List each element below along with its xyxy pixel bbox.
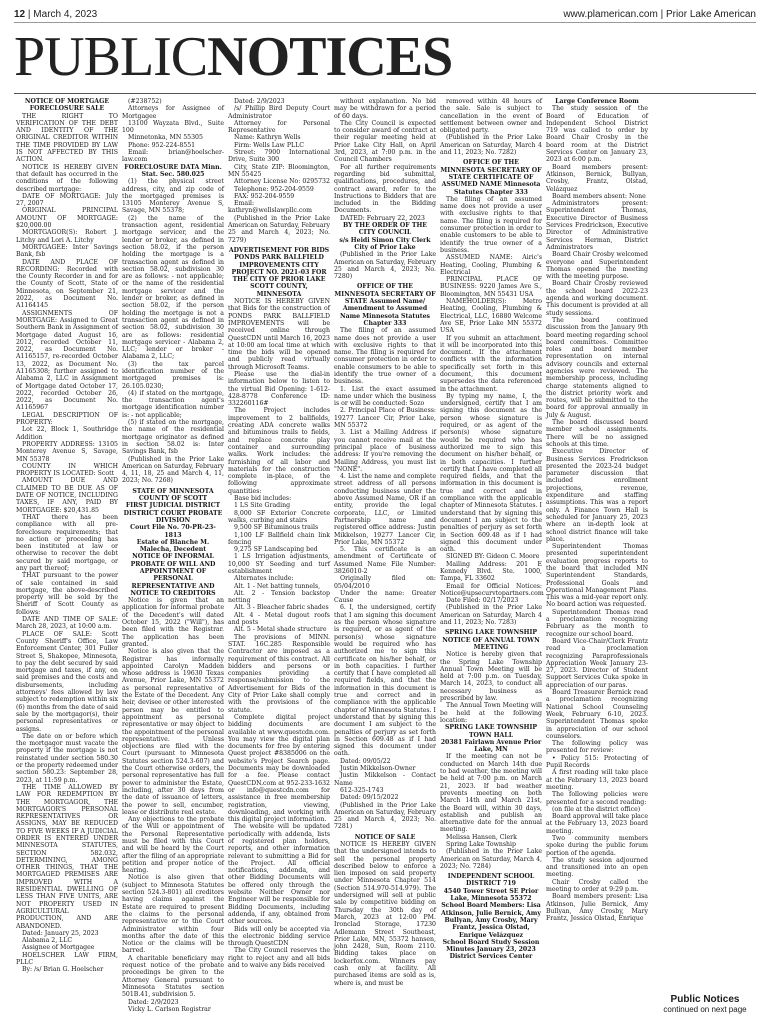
notice-column (438, 98, 544, 1004)
notice-paragraph: The study session of the Board of Education of Independent School District 719 was called to order by Board Chair Crosby in the board room at the District Services Center on January 23, 2023 at 6:00 p.m. (546, 105, 648, 164)
notice-paragraph: ASSIGNMENTS OF MORTGAGE: Assigned to Great Southern Bank in Assignment of Mortgage dated August 16, 2012, recorded October 11, 2022, as Document No. A1165157, re-recorded October 13, 2022, as Document No. A1165308; further assigned to Alabama 2, LLC in Assignment of Mortgage dated October 17, 2022, recorded October 26, 2022, as Document No. A1165967 (16, 309, 118, 412)
notice-paragraph: Alternates include: (234, 575, 294, 583)
notice-paragraph: ASSUMED NAME: Airic's Heating, Cooling, Plumbing & Electrical (440, 254, 542, 276)
notice-paragraph: Dated: 2/9/2023 (234, 98, 285, 105)
notice-paragraph: THAT there has been compliance with all pre-foreclosure requirements; that no action or proceeding has been instituted at law or otherwise to recover the debt secured by said mortgage, or any part thereof; (16, 513, 118, 572)
notice-heading: s/s Heidi Simon City Clerk City of Prior Lake (339, 236, 431, 251)
notice-paragraph: If you submit an attachment, it will be incorporated into this document. If the attachment conflicts with the information specifically set forth in this document, this document supersedes the data referenced in the attachment. (440, 334, 542, 393)
notice-paragraph: Board Vice-Chair/Clerk Frantz read a proclamation recognizing Paraprofessionals Appreciation Week January 23-27, 2023. Director of Student Support Services Cuka spoke in appreciation of our paras. (546, 637, 648, 689)
notice-paragraph: (Published in the Prior Lake American on Saturday, February 4, 11, 18, 25 and March 4, 11, 2023; No. 7268) (122, 455, 224, 485)
notice-paragraph: Dated: 09/15/2022 (340, 794, 399, 802)
notice-paragraph: The filing of an assumed name does not provide a user with exclusive rights to that name. The filing is required for consumer protection in order to enable customers to be able to identify the true owner of a business. (440, 195, 542, 254)
notice-paragraph: Phone: 952-224-8551 (128, 141, 196, 149)
notice-paragraph: By typing my name, I, the undersigned, certify that I am signing this document as the person whose signature is required, or as agent of the person(s) whose signature would be required who has authorized me to sign this document on his/her behalf, or in both capacities. I further certify that I have completed all required fields, and that the information in this document is true and correct and in compliance with the applicable chapter of Minnesota Statutes. I understand that by signing this document I am subject to the penalties of perjury as set forth in Section 609.48 as if I had signed this document under oath. (440, 392, 542, 554)
notice-paragraph: MORTGAGEE: Inter Savings Bank, fsb (16, 243, 118, 259)
notice-paragraph: removed within 48 hours of the sale. Sale is subject to cancellation in the event of settlement between owner and obligated party. (440, 98, 542, 135)
notice-paragraph: Originally filed on: 05/04/2010 (334, 575, 436, 590)
notice-paragraph: Mailing Address: 201 E Kennedy Blvd. Ste. 1000, Tampa, FL 33602 (440, 560, 542, 583)
notice-column (120, 98, 226, 1013)
page-number: 12 (14, 8, 26, 20)
notice-paragraph: Date Filed: 02/17/2023 (446, 597, 519, 605)
notice-paragraph: A first reading will take place at the February 13, 2023 board meeting. (546, 769, 648, 791)
notice-paragraph: Bids will only be accepted via the electronic bidding service through QuestCDN (228, 925, 330, 948)
notice-paragraph: (Published in the Prior Lake American on Saturday, February 25 and March 4, 2023; No. 7281) (334, 801, 436, 831)
notice-heading: FIRST JUDICIAL DISTRICT DISTRICT COURT PROBATE DIVISION (123, 502, 223, 524)
notice-paragraph: The City Council is expected to consider award of contract at their regular meeting held at Prior Lake City Hall, on April 3rd, 2023, at 7:00 p.m. in the Council Chambers (334, 119, 436, 164)
notice-paragraph: /s/ Phillip Bird Deputy Court Administrator (228, 105, 330, 120)
notice-paragraph: The filing of an assumed name does not provide a user with exclusive rights to that name. The filing is required for consumer protection in order to enable consumers to be able to identify the true owner of a business. (334, 327, 436, 386)
notice-heading: OFFICE OF THE MINNESOTA SECRETARY OF STATE CERTIFICATE OF ASSUMED NAME Minnesota Statutes Chapter 333 (440, 159, 542, 196)
notice-paragraph: Telephone: 952-204-9559 (234, 185, 314, 193)
notice-paragraph: Complete digital project bidding documents are available at www.questcdn.com. You may view the digital plan documents for free by entering Quest project #8385006 on the website's Project Search page. Documents may be downloaded for a fee. Please contact QuestCDN.com at 952-233-1632 or info@questcdn.com for assistance in free membership registration, viewing, downloading, and working with this digital project information. (228, 713, 330, 824)
notice-paragraph: COUNTY IN WHICH PROPERTY IS LOCATED: Scott (16, 462, 118, 478)
notice-paragraph: Administrators present: Superintendent Thomas, Executive Director of Business Services Fredrickson, Executive Director of Administrative Services Herman, District Administrators (546, 200, 648, 251)
notice-paragraph: Alabama 2, LLC (22, 937, 73, 945)
continued-box (654, 994, 756, 1014)
notice-paragraph: If the meeting can not be conducted on March 14th due to bad weather, the meeting will be held at 7:00 p.m. on March 21, 2023. If bad weather prevents meeting on both March 14th and March 21st, the Board will, within 30 days, establish and publish an alternative date for the annual meeting. (440, 753, 542, 834)
notice-paragraph: Board members present: Atkinson, Bernick, Bullyan, Crosby, Frantz, Olstad, Velázquez (546, 163, 648, 193)
notice-paragraph: HOELSCHER LAW FIRM, PLLC (16, 951, 118, 967)
notice-paragraph: Alt. 3 - Bleacher fabric shades (234, 604, 329, 612)
notice-paragraph: Attorneys for Assignee of Mortgagee (122, 105, 224, 120)
notice-paragraph: The website will be updated periodically with addenda, lists of registered plan holders, reports, and other information relevant to submitting a Bid for the Project. All official notifications, addenda, and other Bidding Documents will be offered only through the website Neither Owner nor Engineer will be responsible for Bidding Documents, including addenda, if any, obtained from other sources. (228, 823, 330, 926)
notice-paragraph: 8,000 SF Exterior Concrete walks, curbing and stairs (228, 509, 330, 524)
notice-paragraph: Two community members spoke during the public forum portion of the agenda. (546, 834, 648, 857)
notice-paragraph: The board continued discussion from the January 9th board meeting regarding school board committees. Committee roles and board member representation on internal advisory councils and external agencies were reviewed. The membership process, including charge statements aligned to the district priority work and routes, will be submitted to the board for approval annually in July & August. (546, 316, 648, 419)
banner-notices: NOTICES (207, 26, 453, 88)
notice-heading: SPRING LAKE TOWNSHIP NOTICE OF ANNUAL TOWN MEETING (442, 629, 540, 651)
notice-paragraph: Executive Director of Business Services Fredrickson presented the 2023-24 budget parameter discussion that included enrollment projections, revenue, expenditure and staffing assumptions. This was a report only. A Finance Town Hall is scheduled for January 25, 2023 where an in-depth look at school district finance will take place. (546, 448, 648, 543)
notice-paragraph: 1 LS Irrigation adjustments, 10,000 SY Seeding and turf establishment (228, 553, 330, 575)
notice-paragraph: Notice is given that an application for informal probate of the Decedent's will dated October 15, 2022 ("Will"), has been filed with the Registrar. The application has been granted. (122, 597, 224, 648)
notice-paragraph: 3. List a Mailing Address if you cannot receive mail at the principal place of business address: If you're removing the Mailing Address, you must list "NONE". (334, 429, 436, 473)
notice-paragraph: Assignee of Mortgagee (22, 944, 95, 952)
notice-paragraph: Melissa Hansen, Clerk (446, 833, 517, 841)
notice-heading: ADVERTISEMENT FOR BIDS PONDS PARK BALLFIELD IMPROVEMENTS CITY PROJECT NO. 2021-03 FOR THE CITY OF PRIOR LAKE SCOTT COUNTY, MINNESOTA (228, 246, 330, 298)
notice-paragraph: Chair Crosby called the meeting to order at 9:29 p.m. (546, 878, 648, 894)
notice-paragraph: Spring Lake Township (446, 840, 516, 848)
notice-paragraph: without explanation. No bid may be withdrawn for a period of 60 days. (334, 98, 436, 120)
notice-column (14, 98, 120, 1004)
notice-paragraph: MORTGAGOR(S): Robert J. Litchy and Lori A. Litchy (16, 229, 118, 244)
banner-public: PUBLIC (14, 26, 208, 88)
notice-paragraph: THE TIME ALLOWED BY LAW FOR REDEMPTION BY THE MORTGAGOR, THE MORTGAGOR'S PERSONAL REPRESENTATIVES OR ASSIGNS, MAY BE REDUCED TO FIVE WEEKS IF A JUDICIAL ORDER IS ENTERED UNDER MINNESOTA STATUTES, SECTION 582.032, DETERMINING, AMONG OTHER THINGS, THAT THE MORTGAGED PREMISES ARE IMPROVED WITH A RESIDENTIAL DWELLING OF LESS THAN FIVE UNITS, ARE NOT PROPERTY USED IN AGRICULTURAL PRODUCTION, AND ARE ABANDONED. (16, 783, 118, 930)
notice-paragraph: (1) the physical street address, city, and zip code of the mortgaged premises is 13105 Monterey Avenue S, Savage, MN 55378; (122, 178, 224, 215)
notice-paragraph: A charitable beneficiary may request notice of the probate proceedings be given to the Attorney General pursuant to Minnesota Statutes section 501B.41, subdivision 5. (122, 954, 224, 999)
notice-column (332, 98, 438, 1004)
notice-paragraph: Under the name: Greater Cause (334, 589, 436, 605)
notice-paragraph: 612-325-1743 (340, 786, 384, 794)
notice-paragraph: NOTICE IS HEREBY GIVEN that the undersigned intends to sell the personal property described below to enforce a lien imposed on said property under Minnesota Chapter 514 (Section 514.970-514.979). The undersigned will sell at public sale by competitive bidding on Thursday the 30th day of March, 2023 at 12:00 PM. Ironclad Storage, 17230 Adlemann Street Southeast, Prior Lake, MN, 55372 hansen, john 2428, Sun, Room 2110. Bidding takes place on lockerfox.com. Winners pay cash only at facility. All purchased items are sold as is, where is, and must be (334, 840, 436, 987)
notice-heading: STATE OF MINNESOTA COUNTY OF SCOTT (132, 487, 214, 503)
notice-paragraph: Any objections to the probate of the Will or appointment of the Personal Representative must be filed with this Court and will be heard by the Court after the filing of an appropriate petition and proper notice of hearing. (122, 816, 224, 875)
notice-paragraph: Board approval will take place at the February 13, 2023 board meeting. (546, 813, 648, 835)
notice-paragraph: NAMEHOLDER(S): Metro Heating, Cooling, Plumbing & Electrical, LLC, 16880 Welcome Ave SE, Prior Lake MN 55372 USA (440, 298, 542, 335)
notice-paragraph: Please use the dial-in information below to listen to the virtual Bid Opening: 1-612-428-8778 Conference ID: 332260116# (228, 370, 330, 408)
notice-paragraph: AMOUNT DUE AND CLAIMED TO BE DUE AS OF DATE OF NOTICE, INCLUDING TAXES, IF ANY, PAID BY MORTGAGEE: $20,431.85 (16, 477, 118, 514)
notice-paragraph: Board Chair Crosby welcomed everyone and Superintendent Thomas opened the meeting with the meeting purpose. (546, 251, 648, 281)
notice-paragraph: 1. List the exact assumed name under which the business is or will be conducted: Sozo (334, 385, 436, 408)
header-divider (14, 22, 756, 23)
notice-paragraph: (Published in the Prior Lake American on Saturday, March 4 and 11, 2023; No. 7282) (440, 134, 542, 157)
notice-paragraph: Notice is also given that the Registrar has informally appointed Carolyn Madden whose address is 19630 Texas Avenue, Prior Lake, MN 55372 as personal representative of the Estate of the Decedent. Any heir, devisee or other interested person may be entitled to appointment as personal representative or may object to the appointment of the personal representative. Unless objections are filed with the Court (pursuant to Minnesota Statutes section 524.3-607) and the Court otherwise orders, the personal representative has full power to administer the Estate, including, after 30 days from the date of issuance of letters, the power to sell, encumber, lease or distribute real estate. (122, 648, 224, 816)
notice-paragraph: PRINCIPAL PLACE OF BUSINESS: 9220 James Ave S., Bloomington, MN 55431 USA (440, 276, 542, 298)
notice-paragraph: 4. List the name and complete street address of all persons conducting business under the above Assumed Name, OR if an entity, provide the legal corporate, LLC, or Limited Partnership name and registered office address: Justin Mikkelson, 19277 Lancer Cir, Prior Lake, MN 55372 (334, 473, 436, 546)
notice-paragraph: Alt. 5 - Metal shade structure (234, 626, 327, 634)
notice-paragraph: NOTICE IS HEREBY GIVEN that default has occurred in the conditions of the following described mortgage: (16, 163, 118, 193)
notice-heading: Court File No. 70-PR-23-1813 (130, 524, 216, 539)
notice-paragraph: Name: Kathryn Wells (234, 134, 301, 142)
notice-heading: NOTICE OF SALE (354, 833, 416, 841)
notice-paragraph: (Published in the Prior Lake American on Saturday, February 25 and March 4, 2023; No. 7279) (228, 214, 330, 244)
notice-paragraph: The following policy was presented for review: (546, 740, 648, 755)
notice-heading: Large Conference Room (555, 98, 639, 105)
notice-paragraph: 1,100 LF Ballfield chain link fencing (228, 531, 330, 546)
notice-paragraph: Board members absent: None (552, 192, 646, 200)
notice-paragraph: Superintendent Thomas read a proclamation recognizing February as the month to recognize our school board. (546, 608, 648, 638)
notice-paragraph: 13100 Wayzata Blvd., Suite 100 (122, 119, 224, 135)
notice-paragraph: Base bid includes: (234, 495, 292, 503)
notice-heading: Estate of Blanche M. Malecha, Decedent (136, 538, 210, 554)
notice-paragraph: (5) if stated on the mortgage, the name of the residential mortgage originator as defined in section 58.02 is: Inter Savings Bank, fsb (122, 419, 224, 456)
notice-paragraph: (2) the name of the transaction agent, residential mortgage servicer, and the lender or broker, as defined in section 58.02, if the person holding the mortgage is a transaction agent as defined in section 58.02, subdivision 30 are as follows: - not applicable; or the name of the residential mortgage servicer and the lender or broker, as defined in section 58.02, if the person holding the mortgage is not a transaction agent as defined in section 58.02, subdivision 30 are as follows: residential mortgage servicer - Alabama 2, LLC; lender or broker - Alabama 2, LLC; (122, 214, 224, 361)
section-banner (14, 26, 452, 88)
notice-heading: School Board Study Session Minutes January 23, 2023 District Services Center (442, 938, 540, 961)
notice-paragraph: (Published in the Prior Lake American on Saturday, March 4 and 11, 2023; No. 7283) (440, 604, 542, 627)
notice-paragraph: Dated: 2/9/2023 (128, 998, 179, 1006)
notice-paragraph: Minnetonka, MN 55305 (128, 134, 203, 142)
notice-heading: FORECLOSURE DATA Minn. Stat. Sec. 580.025 (124, 163, 222, 178)
notice-paragraph: Attorney License No: 0295732 (234, 178, 330, 186)
notice-column (226, 98, 332, 1004)
notice-paragraph: ORIGINAL PRINCIPAL AMOUNT OF MORTGAGE: $20,000.00 (16, 207, 118, 230)
continued-note: continued on next page (663, 1005, 747, 1014)
notice-column (544, 98, 650, 1004)
notice-paragraph: 2. Principal Place of Business: 19277 Lancer Cir, Prior Lake, MN 55372 (334, 407, 436, 430)
notice-heading: OFFICE OF THE MINNESOTA SECRETARY OF STATE Assumed Name/ Amendment to Assumed Name Minnesota Statutes Chapter 333 (334, 283, 436, 327)
notice-paragraph: PLACE OF SALE: Scott County Sheriff's Office, Law Enforcement Center, 301 Fuller Street S, Shakopee, Minnesota, to pay the debt secured by said mortgage and taxes, if any, on said premises and the costs and disbursements, including attorneys' fees allowed by law subject to redemption within six (6) months from the date of said sale by the mortgagor(s), their personal representatives or assigns. (16, 630, 118, 733)
notice-paragraph: (#238752) (128, 98, 162, 105)
notice-paragraph: 9,500 SF Bituminous trails (234, 524, 319, 532)
notice-paragraph: The City Council reserves the right to reject any and all bids and to waive any bids received (228, 947, 330, 970)
notice-paragraph: Alt. 4 - Metal dugout roofs and posts (228, 611, 330, 627)
notice-paragraph: 1 LS Site Grading (234, 502, 291, 510)
notice-paragraph: The Annual Town Meeting will be held at the following location: (440, 702, 542, 724)
notice-paragraph: 6. I, the undersigned, certify that I am signing this document as the person whose signature is required, or as agent of the person(s) whose signature would be required who has authorized me to sign this certificate on his/her behalf, or in both capacities. I further certify that I have completed all required fields, and that the information in this document is true and correct and in compliance with the applicable chapter of Minnesota Statutes. I understand that by signing this document I am subject to the penalties of perjury as set forth in Section 609.48 as if I had signed this document under oath. (334, 604, 436, 758)
notice-heading: INDEPENDENT SCHOOL DISTRICT 719 (447, 873, 535, 888)
notice-paragraph: Justin Mikkelson-Owner (340, 765, 416, 773)
notice-paragraph: (3) the tax parcel identification number of the mortgaged premises is: 26.105.0230; (122, 360, 224, 390)
notice-paragraph: Email: brian@hoelscher-law.com (122, 149, 224, 164)
notice-paragraph: FAX: 952-204-9559 (234, 192, 295, 200)
notice-paragraph: DATE AND TIME OF SALE: March 28, 2023, at 10:00 a.m. (16, 616, 118, 631)
notice-paragraph: Alt. 2 - Tension backstop netting (228, 589, 330, 605)
notice-paragraph: 5. This certificate is an amendment of Certificate of Assumed Name File Number: 3826010-2 (334, 546, 436, 575)
notice-paragraph: Vicky L. Carlson Registrar (128, 1005, 211, 1013)
notice-paragraph: The date on or before which the mortgagor must vacate the property if the mortgage is not reinstated under section 580.30 or the property redeemed under section 580.23: September 28, 2023, at 11:59 p.m. (16, 732, 118, 784)
notice-paragraph: THE RIGHT TO VERIFICATION OF THE DEBT AND IDENTITY OF THE ORIGINAL CREDITOR WITHIN THE TIME PROVIDED BY LAW IS NOT AFFECTED BY THIS ACTION. (16, 112, 118, 164)
notice-heading: BY THE ORDER OF THE CITY COUNCIL (342, 222, 428, 237)
page-header (14, 6, 756, 22)
notice-paragraph: LEGAL DESCRIPTION OF PROPERTY: (16, 411, 118, 427)
notice-paragraph: Dated: 09/05/22 (340, 757, 391, 765)
notice-paragraph: SIGNED BY: Gideon C. Moore (446, 553, 540, 561)
site-name: www.plamerican.com | Prior Lake American (563, 8, 756, 20)
notice-paragraph: THAT pursuant to the power of sale contained in said mortgage, the above-described property will be sold by the Sheriff of Scott County as follows: (16, 572, 118, 616)
page-number-date: 12 | March 4, 2023 (14, 8, 98, 20)
notice-paragraph: DATE OF MORTGAGE: July 27, 2007 (16, 192, 118, 208)
notice-paragraph: The following policies were presented for a second reading: (546, 791, 648, 806)
notice-paragraph: The board discussed board member school assignments. There will be no assigned schools at this time. (546, 419, 648, 448)
notice-paragraph: Justin Mikkelson - Contact Name (334, 772, 436, 787)
notice-heading: NOTICE OF MORTGAGE FORECLOSURE SALE (24, 98, 110, 113)
notice-paragraph: For all further requirements regarding bid submittal, qualifications, procedures, and contract award, refer to the Instructions to Bidders that are included in the Bidding Documents. (334, 163, 436, 215)
notice-paragraph: Board Chair Crosby reviewed the school board 2022-23 agenda and working document. This document is provided at all study sessions. (546, 280, 648, 317)
banner-divider (14, 93, 756, 94)
notice-paragraph: Email: kathryn@wellslawpllc.com (228, 200, 312, 215)
notice-paragraph: Attorney for Personal Representative (228, 119, 330, 135)
notice-paragraph: DATE AND PLACE OF RECORDING: Recorded with the County Recorder in and for the County of Scott, State of Minnesota, on September 21, 2022, as Document No. A1164145 (16, 258, 118, 310)
notice-paragraph: By: /s/ Brian G. Hoelscher (22, 966, 104, 974)
notice-paragraph: Firm: Wells Law PLLC (234, 141, 304, 149)
notice-paragraph: Board members present: Lisa Atkinson, Julie Bernick, Amy Bullyan, Amy Crosby, Mary Frantz, Jessica Olstad, Enrique (546, 893, 648, 923)
notice-paragraph: Superintendent Thomas presented superintendent evaluation progress reports to the board that included MN Superintendent Standards, Professional Goals and Operational Management Plans. This was a mid-year report only. No board action was requested. (546, 543, 648, 609)
notice-paragraph: PROPERTY ADDRESS: 13105 Monterey Avenue S, Savage, MN 55378 (16, 440, 118, 463)
notice-heading: 20381 Fairlawn Avenue Prior Lake, MN (440, 738, 542, 754)
notice-paragraph: NOTICE IS HEREBY GIVEN that Bids for the construction of PONDS PARK BALLFIELD IMPROVEMENTS will be received online through QuestCDN until March 16, 2023 at 10:00 am local time at which time the bids will be opened and publicly read virtually through Microsoft Teams. (228, 298, 330, 371)
notice-heading: NOTICE OF INFORMAL PROBATE OF WILL AND APPOINTMENT OF PERSONAL REPRESENTATIVE AND NOTICE TO CREDITORS (130, 553, 216, 597)
notice-paragraph: Notice is also given that (subject to Minnesota Statutes section 524.3-801) all creditors having claims against the Estate are required to present the claims to the personal representative or to the Court Administrator within four months after the date of this Notice or the claims will be barred. (122, 874, 224, 955)
notice-paragraph: The study session adjourned and transitioned into an open meeting. (546, 856, 648, 879)
notice-paragraph: The Project includes improvement to 2 ballfields, creating ADA concrete walks and bituminous trails to fields, and replace concrete play container and surrounding walks. Work includes: the furnishing of all labor and materials for the construction complete in-place, of the following approximate quantities: (228, 407, 330, 495)
notice-paragraph: Dated: January 25, 2023 (22, 929, 99, 937)
notice-paragraph: Lot 22, Block 1, Southridge Addition (16, 426, 118, 441)
continued-title: Public Notices (670, 994, 740, 1005)
notice-paragraph: Notice is hereby given that the Spring Lake Township Annual Town Meeting will be held at 7:00 p.m. on Tuesday, March 14, 2023, to conduct all necessary business as prescribed by law. (440, 651, 542, 703)
notice-paragraph: City, State ZIP: Bloomington, MN 55425 (228, 163, 330, 178)
notice-paragraph: (4) if stated on the mortgage, the transaction agent's mortgage identification number is: - not applicable; (122, 389, 224, 419)
notice-heading: SPRING LAKE TOWNSHIP TOWN HALL (444, 724, 538, 739)
notice-paragraph: Board Treasurer Bernick read a proclamation recognizing National School Counseling Week, February 6-10, 2023. Superintendent Thomas spoke in appreciation of our school counselors. (546, 689, 648, 740)
notice-paragraph: The provisions of MINN. STAT. 16C.285 Responsible Contractor are imposed as a requirement of this contract. All bidders and persons or companies providing a response/submission to the Advertisement for Bids of the City of Prior Lake shall comply with the provisions of the statute. (228, 633, 330, 714)
notice-paragraph: (on file at the district office) (552, 805, 641, 813)
notice-heading: 4540 Tower Street SE Prior Lake, Minnesota 55372 School Board Members: Lisa Atkinson, Julie Bernick, Amy Bullyan, Amy Crosby, Mary Frantz, Jessica Olstad, Enrique Velázquez (441, 887, 541, 939)
notice-paragraph: Street: 7900 International Drive, Suite 300 (228, 149, 330, 164)
notice-paragraph: • Policy 515: Protecting of Pupil Records (546, 754, 648, 770)
notice-paragraph: (Published in the Prior Lake American on Saturday, February 25 and March 4, 2023; No. 7280) (334, 251, 436, 281)
notice-paragraph: DATED: February 22, 2023 (340, 214, 425, 222)
notice-paragraph: 9,275 SF Landscaping bed (234, 546, 318, 554)
notice-paragraph: Email for Official Notices: Notice@upsecurvtopartners.com (440, 582, 544, 597)
issue-date: March 4, 2023 (33, 8, 98, 20)
notice-paragraph: (Published in the Prior Lake American on Saturday, March 4, 2023; No. 7284) (440, 848, 542, 870)
notice-paragraph: Alt. 1 - Net batting tunnels, (234, 582, 321, 590)
